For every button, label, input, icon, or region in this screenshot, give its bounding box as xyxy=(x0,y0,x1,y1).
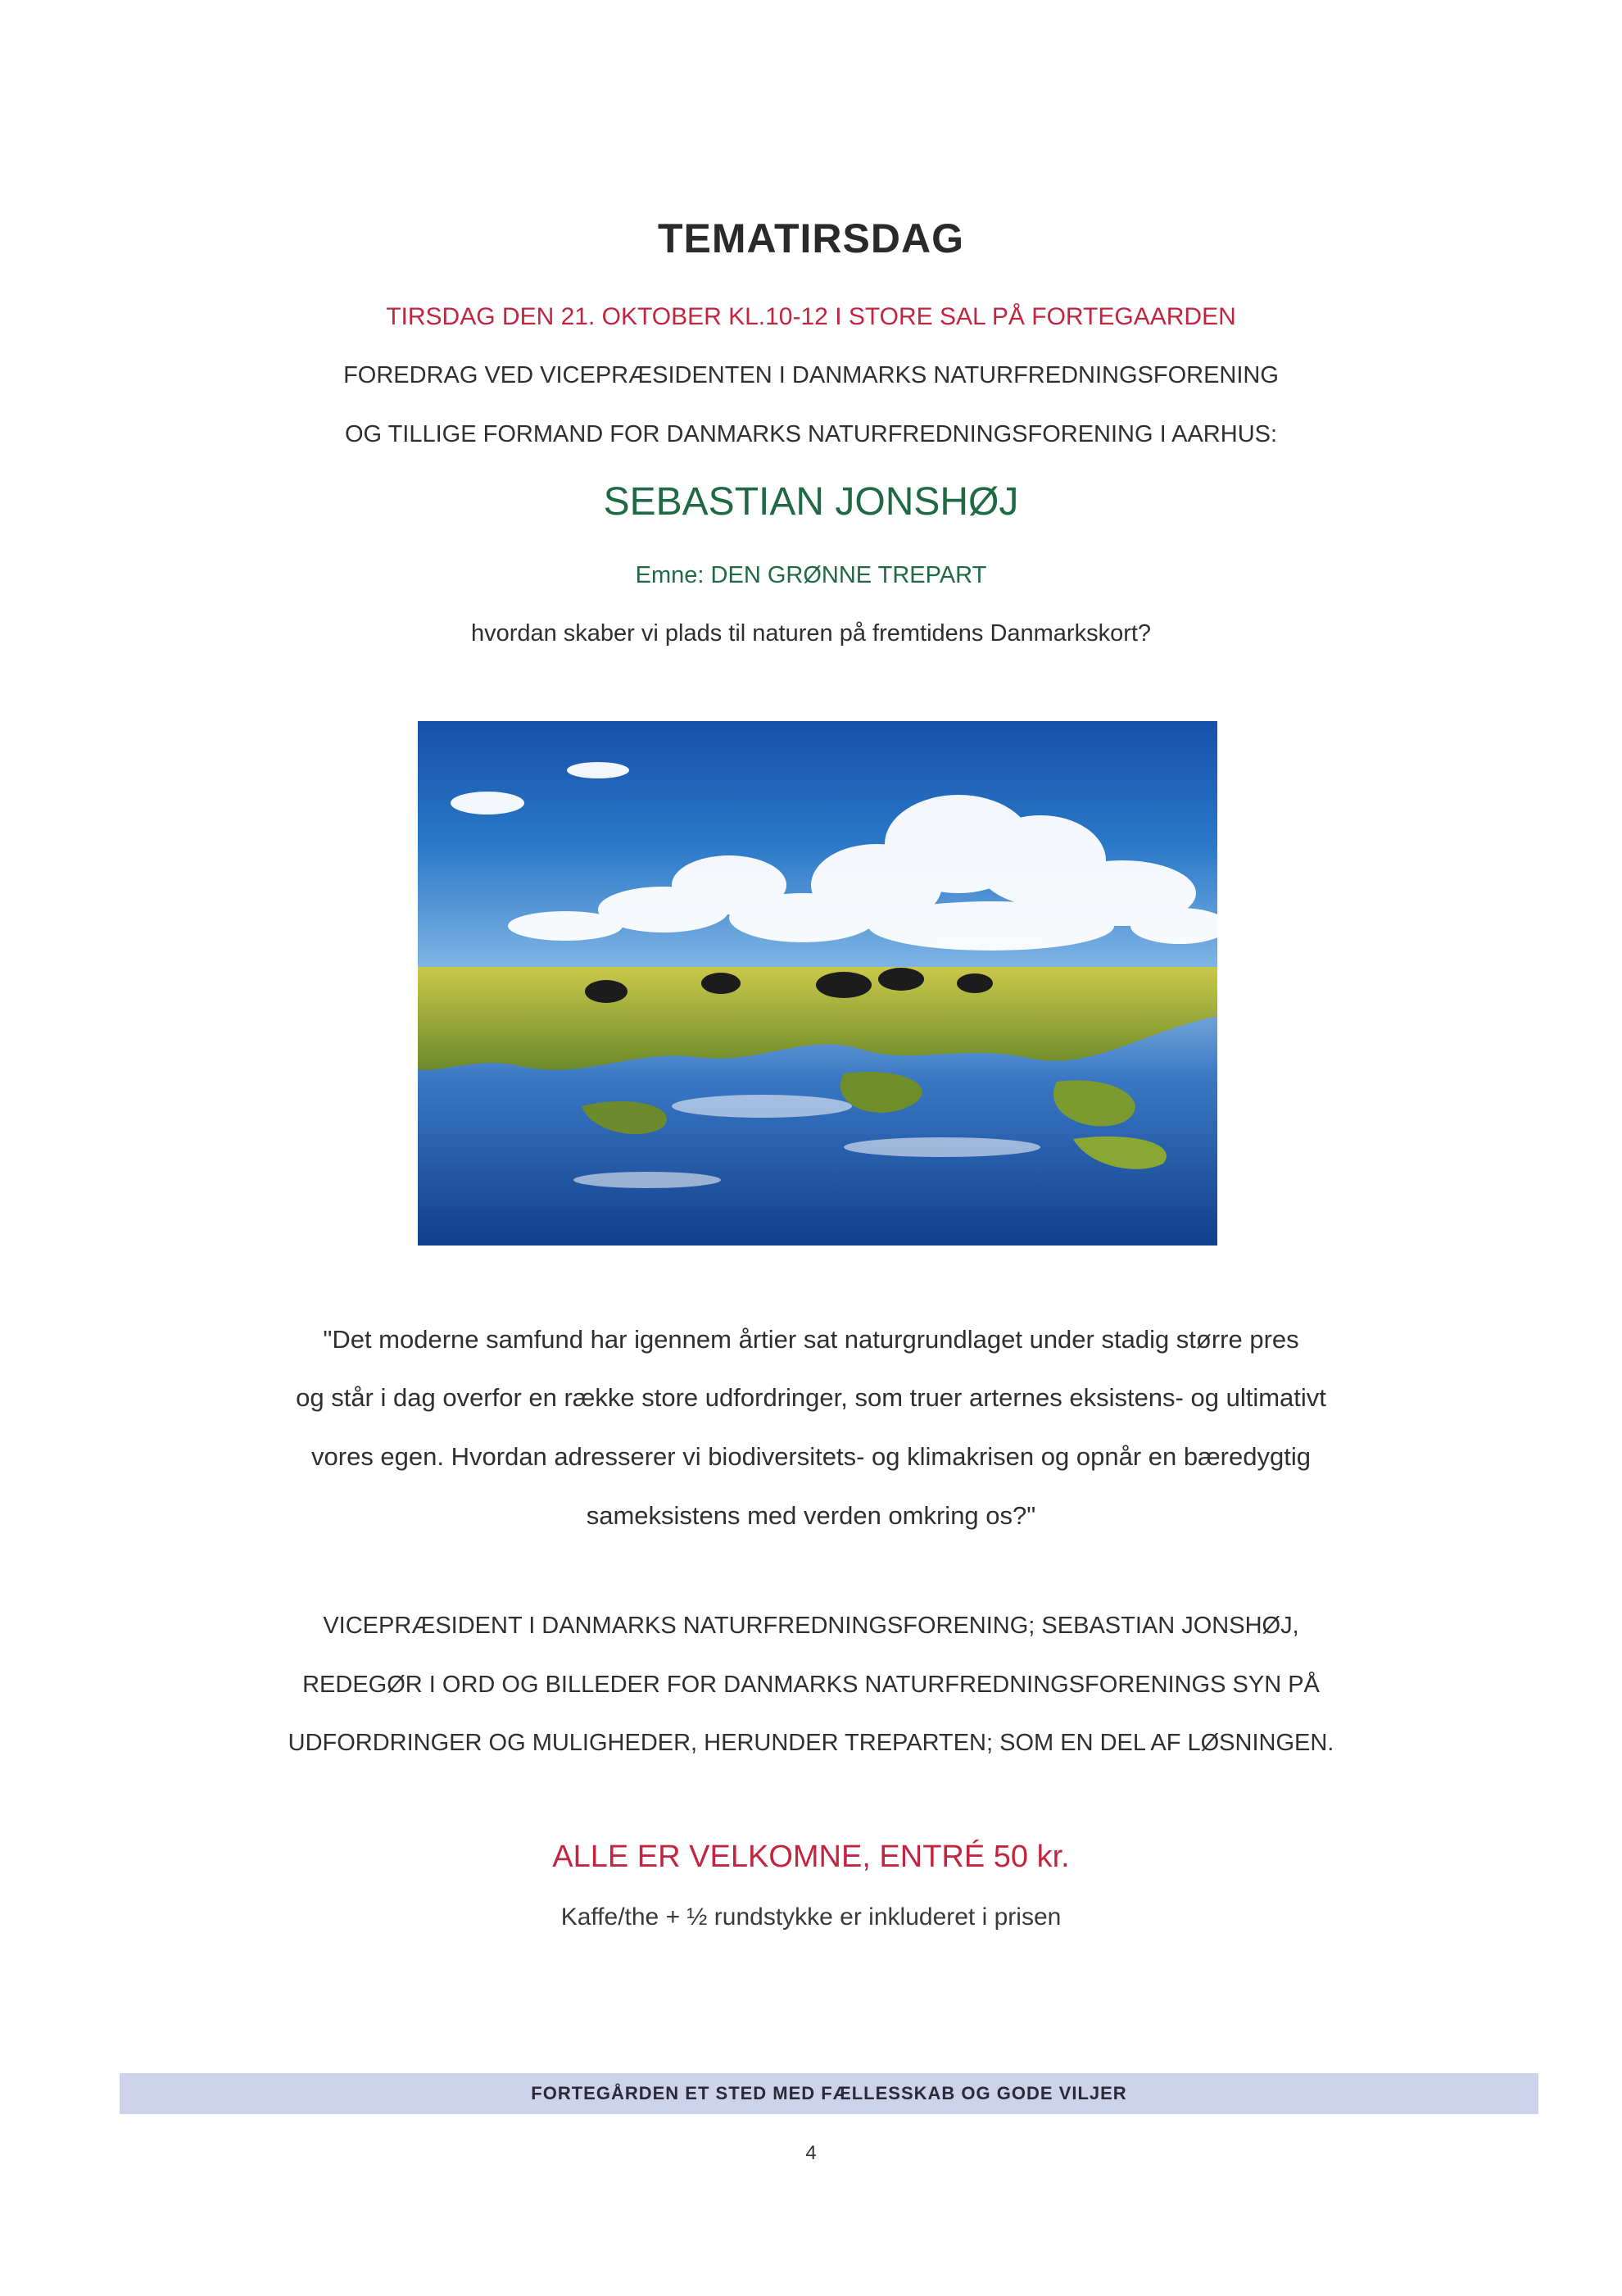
topic-question: hvordan skaber vi plads til naturen på fremtidens Danmarkskort? xyxy=(470,620,1152,647)
coffee-note: Kaffe/the + ½ rundstykke er inkluderet i prisen xyxy=(560,1904,1062,1931)
description-line-2: REDEGØR I ORD OG BILLEDER FOR DANMARKS NATURFREDNINGSFORENINGS SYN PÅ xyxy=(302,1672,1320,1698)
quote-line-1: "Det moderne samfund har igennem årtier sat naturgrundlaget under stadig større pres xyxy=(323,1325,1299,1354)
footer-banner: FORTEGÅRDEN ET STED MED FÆLLESSKAB OG GODE VILJER xyxy=(120,2073,1538,2114)
event-date-line: TIRSDAG DEN 21. OKTOBER KL.10-12 I STORE SAL PÅ FORTEGAARDEN xyxy=(386,303,1236,330)
speaker-name: SEBASTIAN JONSHØJ xyxy=(603,480,1019,524)
intro-line-2: OG TILLIGE FORMAND FOR DANMARKS NATURFREDNINGSFORENING I AARHUS: xyxy=(344,421,1278,447)
welcome-line: ALLE ER VELKOMNE, ENTRÉ 50 kr. xyxy=(552,1840,1070,1874)
quote-line-4: sameksistens med verden omkring os?" xyxy=(586,1501,1036,1530)
page-number: 4 xyxy=(805,2142,817,2164)
nature-landscape-photo xyxy=(418,721,1217,1246)
intro-line-1: FOREDRAG VED VICEPRÆSIDENTEN I DANMARKS NATURFREDNINGSFORENING xyxy=(343,362,1279,388)
topic-line: Emne: DEN GRØNNE TREPART xyxy=(635,562,987,588)
description-line-3: UDFORDRINGER OG MULIGHEDER, HERUNDER TREPARTEN; SOM EN DEL AF LØSNINGEN. xyxy=(288,1730,1334,1756)
page-title: TEMATIRSDAG xyxy=(658,216,964,261)
description-line-1: VICEPRÆSIDENT I DANMARKS NATURFREDNINGSFORENING; SEBASTIAN JONSHØJ, xyxy=(323,1613,1299,1639)
quote-line-3: vores egen. Hvordan adresserer vi biodiversitets- og klimakrisen og opnår en bæredygtig xyxy=(311,1442,1311,1471)
quote-line-2: og står i dag overfor en række store udfordringer, som truer arternes eksistens- og ultimativt xyxy=(296,1383,1326,1412)
